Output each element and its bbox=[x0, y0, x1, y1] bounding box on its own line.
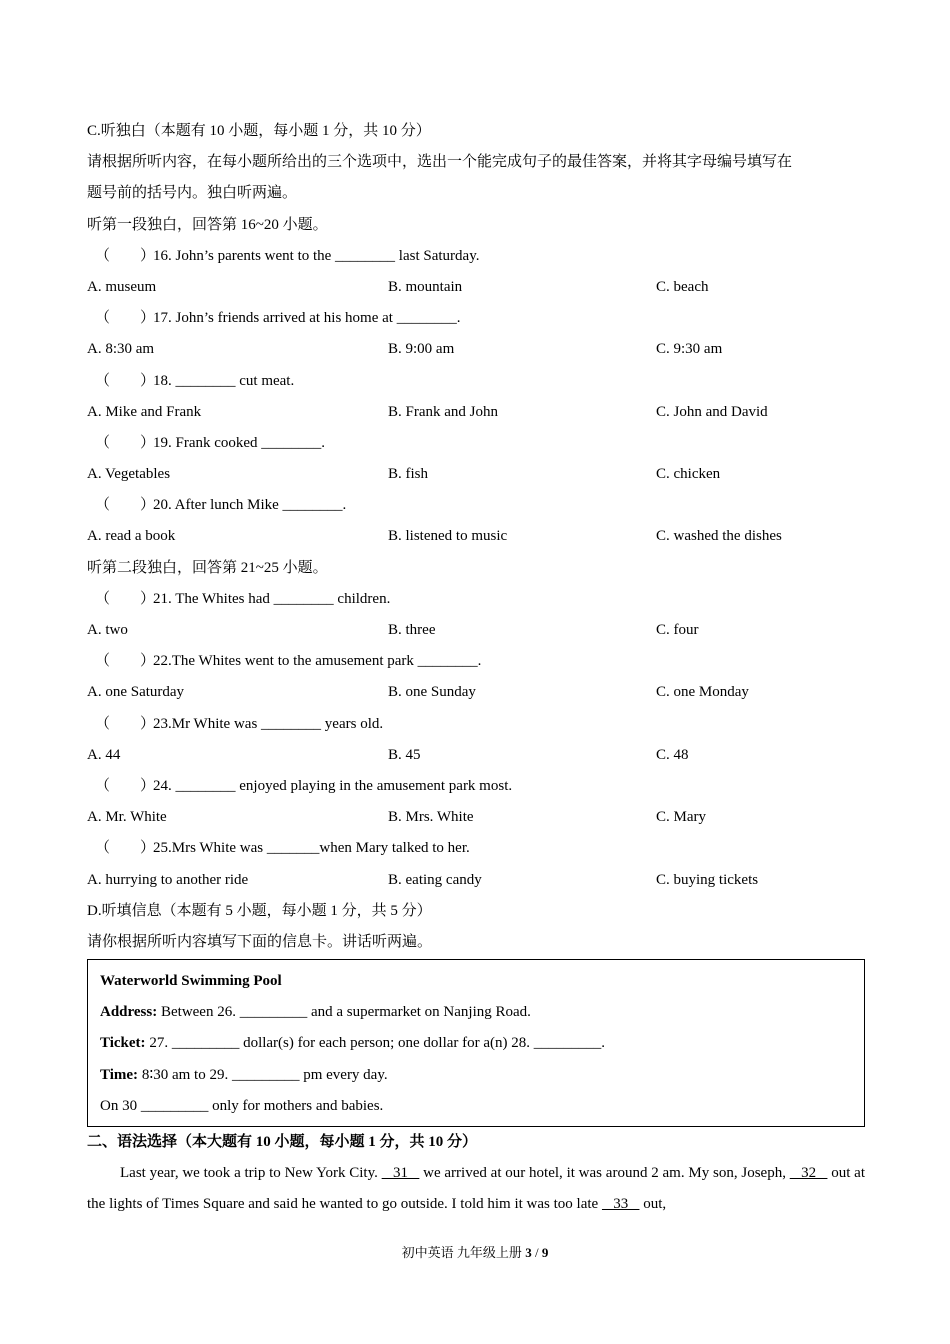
options-17: A. 8:30 am B. 9:00 am C. 9:30 am bbox=[87, 341, 723, 358]
answer-bracket[interactable]: （ ） bbox=[95, 653, 156, 670]
question-list-2 bbox=[87, 584, 865, 896]
section-d-instruction: 请你根据所听内容填写下面的信息卡。讲话听两遍。 bbox=[87, 933, 433, 950]
cloze-passage: Last year, we took a trip to New York City. 31 we arrived at our hotel, it was around 2 am. My son, Joseph, 32 out at the lights of Times Square and said he wanted to go outside. I told him it was too late 33 out, bbox=[87, 1165, 865, 1213]
question-21: （ ）21. The Whites had ________ children. bbox=[87, 584, 865, 615]
question-19: （ ）19. Frank cooked ________. bbox=[87, 428, 865, 459]
blank-32[interactable]: 32 bbox=[789, 1165, 828, 1182]
info-card-ticket[interactable]: Ticket: 27. _________ dollar(s) for each person; one dollar for a(n) 28. _________. bbox=[100, 1035, 606, 1052]
answer-bracket[interactable]: （ ） bbox=[95, 777, 156, 794]
part-1-heading: 听第一段独白，回答第 16~20 小题。 bbox=[87, 216, 328, 233]
blank-31[interactable]: 31 bbox=[381, 1165, 420, 1182]
answer-bracket[interactable]: （ ） bbox=[95, 590, 156, 607]
options-24: A. Mr. White B. Mrs. White C. Mary bbox=[87, 809, 706, 826]
answer-bracket[interactable]: （ ） bbox=[95, 715, 156, 732]
info-card-address[interactable]: Address: Between 26. _________ and a supermarket on Nanjing Road. bbox=[100, 1004, 531, 1021]
page-number: 3 bbox=[525, 1245, 532, 1260]
question-16: （ ）16. John’s parents went to the ________ last Saturday. bbox=[87, 241, 865, 272]
options-22: A. one Saturday B. one Sunday C. one Monday bbox=[87, 684, 749, 701]
blank-33[interactable]: 33 bbox=[601, 1196, 640, 1213]
answer-bracket[interactable]: （ ） bbox=[95, 840, 156, 857]
section-d-title: D.听填信息（本题有 5 小题，每小题 1 分，共 5 分） bbox=[87, 902, 432, 919]
info-card-heading: Waterworld Swimming Pool bbox=[100, 973, 282, 990]
document-page bbox=[87, 116, 865, 1221]
question-17: （ ）17. John’s friends arrived at his home at ________. bbox=[87, 303, 865, 334]
page-total: 9 bbox=[541, 1245, 549, 1260]
options-20: A. read a book B. listened to music C. washed the dishes bbox=[87, 528, 782, 545]
page-footer: 初中英语 九年级上册 3 / 9 bbox=[401, 1245, 549, 1260]
options-21: A. two B. three C. four bbox=[87, 622, 699, 638]
question-list-1 bbox=[87, 241, 865, 553]
options-18: A. Mike and Frank B. Frank and John C. John and David bbox=[87, 403, 768, 420]
answer-bracket[interactable]: （ ） bbox=[95, 372, 156, 389]
section-c-instruction-2: 题号前的括号内。独白听两遍。 bbox=[87, 185, 298, 202]
question-20: （ ）20. After lunch Mike ________. bbox=[87, 490, 865, 521]
section-two-title: 二、语法选择（本大题有 10 小题，每小题 1 分，共 10 分） bbox=[87, 1134, 478, 1150]
answer-bracket[interactable]: （ ） bbox=[95, 434, 156, 451]
answer-bracket[interactable]: （ ） bbox=[95, 247, 156, 264]
info-card-on[interactable]: On 30 _________ only for mothers and babies. bbox=[100, 1097, 384, 1114]
part-2-heading: 听第二段独白，回答第 21~25 小题。 bbox=[87, 559, 328, 576]
options-23: A. 44 B. 45 C. 48 bbox=[87, 746, 689, 763]
question-23: （ ）23.Mr White was ________ years old. bbox=[87, 709, 865, 740]
info-card bbox=[87, 959, 865, 1127]
answer-bracket[interactable]: （ ） bbox=[95, 310, 156, 327]
question-24: （ ）24. ________ enjoyed playing in the amusement park most. bbox=[87, 771, 865, 802]
answer-bracket[interactable]: （ ） bbox=[95, 497, 156, 514]
options-25: A. hurrying to another ride B. eating candy C. buying tickets bbox=[87, 871, 759, 888]
section-c-instruction-1: 请根据所听内容，在每小题所给出的三个选项中，选出一个能完成句子的最佳答案，并将其字母编号填写在 bbox=[87, 154, 793, 171]
question-25: （ ）25.Mrs White was _______when Mary talked to her. bbox=[87, 833, 865, 864]
question-22: （ ）22.The Whites went to the amusement park ________. bbox=[87, 646, 865, 677]
question-18: （ ）18. ________ cut meat. bbox=[87, 366, 865, 397]
info-card-time[interactable]: Time: 8∶30 am to 29. _________ pm every day. bbox=[100, 1066, 388, 1083]
options-19: A. Vegetables B. fish C. chicken bbox=[87, 466, 721, 483]
options-16: A. museum B. mountain C. beach bbox=[87, 278, 709, 295]
section-c-title: C.听独白（本题有 10 小题，每小题 1 分，共 10 分） bbox=[87, 123, 431, 139]
